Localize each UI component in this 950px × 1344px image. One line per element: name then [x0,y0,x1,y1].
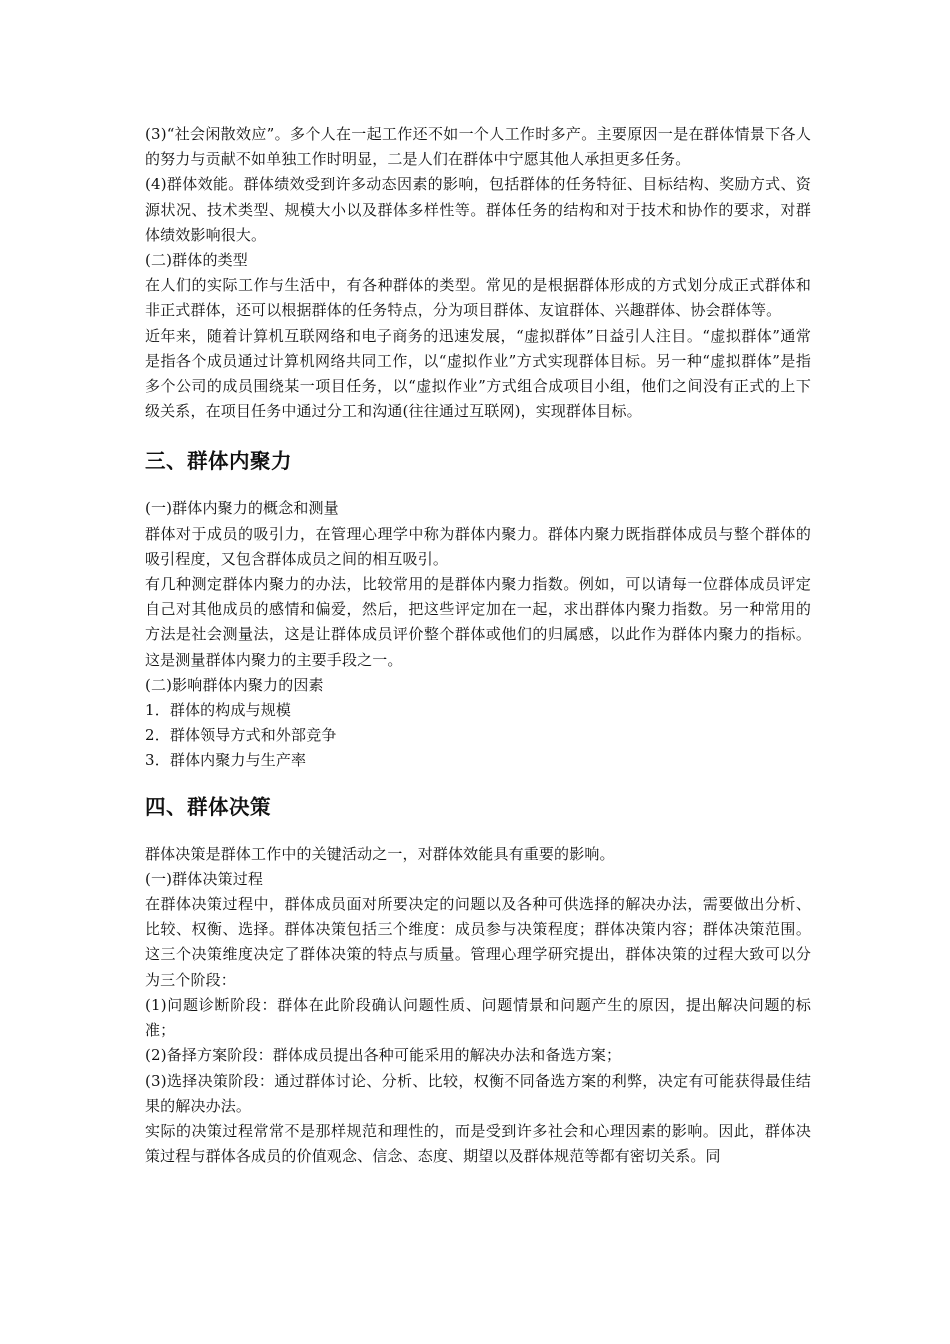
paragraph-group-efficacy: (4)群体效能。群体绩效受到许多动态因素的影响，包括群体的任务特征、目标结构、奖励方式、资源状况、技术类型、规模大小以及群体多样性等。群体任务的结构和对于技术和协作的要求，对群体绩效影响很大。 [145,175,811,244]
list-item-factor-1: 1．群体的构成与规模 [145,701,292,720]
list-item-factor-3: 3．群体内聚力与生产率 [145,751,307,770]
paragraph-decision-process: 在群体决策过程中，群体成员面对所要决定的问题以及各种可供选择的解决办法，需要做出分析、比较、权衡、选择。群体决策包括三个维度：成员参与决策程度；群体决策内容；群体决策范围。这三个决策维度决定了群体决策的特点与质量。管理心理学研究提出，群体决策的过程大致可以分为三个阶段： [145,895,811,989]
subheading-decision-process: (一)群体决策过程 [145,869,264,888]
paragraph-decision-intro: 群体决策是群体工作中的关键活动之一，对群体效能具有重要的影响。 [145,844,615,863]
list-item-stage-3: (3)选择决策阶段：通过群体讨论、分析、比较，权衡不同备选方案的利弊，决定有可能获得最佳结果的解决办法。 [145,1071,811,1115]
list-item-factor-2: 2．群体领导方式和外部竞争 [145,726,337,745]
page-body [145,122,811,1169]
paragraph-decision-reality: 实际的决策过程常常不是那样规范和理性的，而是受到许多社会和心理因素的影响。因此，群体决策过程与群体各成员的价值观念、信念、态度、期望以及群体规范等都有密切关系。同 [145,1121,811,1166]
paragraph-cohesion-measurement: 有几种测定群体内聚力的办法，比较常用的是群体内聚力指数。例如，可以请每一位群体成员评定自己对其他成员的感情和偏爱，然后，把这些评定加在一起，求出群体内聚力指数。另一种常用的方法是社会测量法，这是让群体成员评价整个群体或他们的归属感，以此作为群体内聚力的指标。这是测量群体内聚力的主要手段之一。 [145,575,811,669]
paragraph-group-types: 在人们的实际工作与生活中，有各种群体的类型。常见的是根据群体形成的方式划分成正式群体和非正式群体，还可以根据群体的任务特点，分为项目群体、友谊群体、兴趣群体、协会群体等。 [145,276,811,320]
paragraph-social-loafing: (3)“社会闲散效应”。多个人在一起工作还不如一个人工作时多产。主要原因一是在群体情景下各人的努力与贡献不如单独工作时明显，二是人们在群体中宁愿其他人承担更多任务。 [145,125,811,169]
subheading-group-types: (二)群体的类型 [145,251,248,270]
section-heading-decision: 四、群体决策 [145,794,271,819]
list-item-stage-2: (2)备择方案阶段：群体成员提出各种可能采用的解决办法和备选方案； [145,1046,622,1065]
list-item-stage-1: (1)问题诊断阶段：群体在此阶段确认问题性质、问题情景和问题产生的原因，提出解决问题的标准； [145,995,811,1040]
subheading-cohesion-factors: (二)影响群体内聚力的因素 [145,675,324,694]
paragraph-cohesion-definition: 群体对于成员的吸引力，在管理心理学中称为群体内聚力。群体内聚力既指群体成员与整个群体的吸引程度，又包含群体成员之间的相互吸引。 [145,524,811,568]
paragraph-virtual-groups: 近年来，随着计算机互联网络和电子商务的迅速发展，“虚拟群体”日益引人注目。“虚拟群体”通常是指各个成员通过计算机网络共同工作，以“虚拟作业”方式实现群体目标。另一种“虚拟群体”是指多个公司的成员围绕某一项目任务，以“虚拟作业”方式组合成项目小组，他们之间没有正式的上下级关系，在项目任务中通过分工和沟通(往往通过互联网)，实现群体目标。 [145,326,811,421]
section-heading-cohesion: 三、群体内聚力 [145,449,292,474]
subheading-cohesion-concept: (一)群体内聚力的概念和测量 [145,499,339,518]
